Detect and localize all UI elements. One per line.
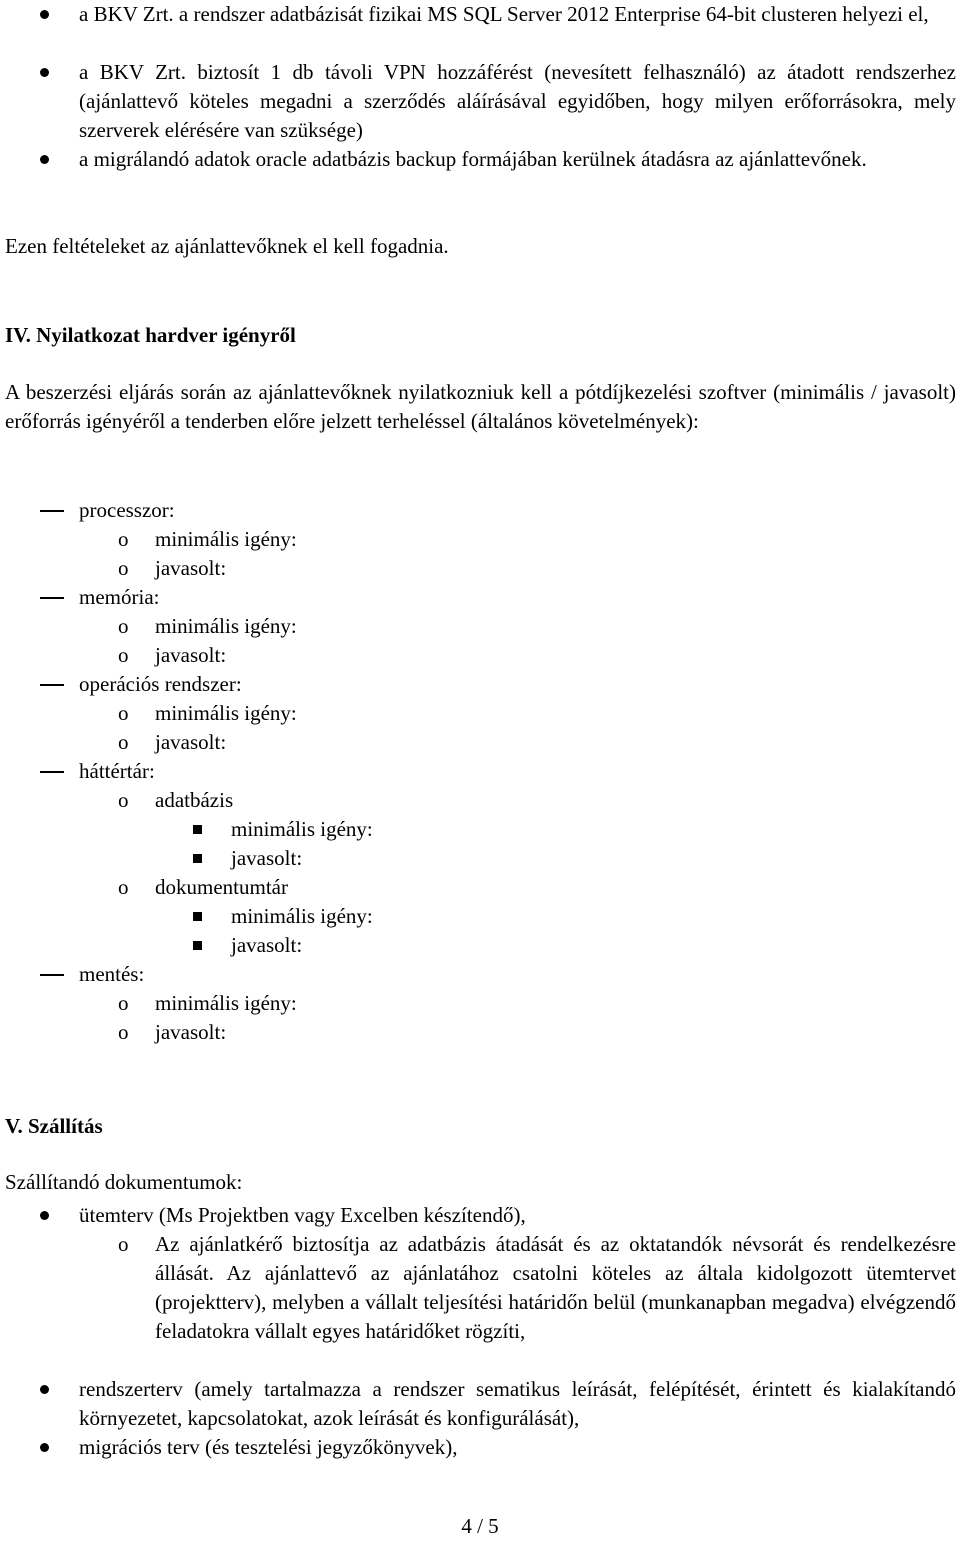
item-os: operációs rendszer: [79, 672, 242, 696]
circle-marker: o [118, 614, 129, 638]
dash-marker [40, 974, 64, 976]
sub-recommended: javasolt: [155, 730, 227, 754]
item-storage: háttértár: [79, 759, 155, 783]
deliverable-migration-plan: migrációs terv (és tesztelési jegyzőkönyvek), [79, 1435, 458, 1459]
sub-min: minimális igény: [231, 904, 373, 928]
sub-recommended: javasolt: [231, 933, 303, 957]
circle-marker: o [118, 788, 129, 812]
circle-marker: o [118, 556, 129, 580]
bullet-dot [40, 1443, 49, 1452]
bullet-dot [40, 1385, 49, 1394]
sub-min: minimális igény: [155, 527, 297, 551]
sub-recommended: javasolt: [155, 643, 227, 667]
deliverables-label: Szállítandó dokumentumok: [5, 1170, 243, 1194]
circle-marker: o [118, 875, 129, 899]
schedule-details: Az ajánlatkérő biztosítja az adatbázis átadását és az oktatandók névsorát és rendelkezésre állását. Az ajánlattevő az ajánlatához csatolni köteles az általa kidolgozott ütemtervet (projektterv), melyben a vállalt teljesítési határidőn belül (munkanapban megadva) elvégzendő feladatokra vállalt egyes határidőket rögzíti, [155, 1232, 956, 1343]
bullet-dot [40, 68, 49, 77]
square-marker [193, 912, 202, 921]
storage-documents: dokumentumtár [155, 875, 288, 899]
dash-marker [40, 771, 64, 773]
acceptance-note: Ezen feltételeket az ajánlattevőknek el kell fogadnia. [5, 234, 449, 258]
sub-min: minimális igény: [155, 991, 297, 1015]
sub-recommended: javasolt: [231, 846, 303, 870]
sub-min: minimális igény: [155, 701, 297, 725]
storage-database: adatbázis [155, 788, 234, 812]
sub-min: minimális igény: [155, 614, 297, 638]
circle-marker: o [118, 643, 129, 667]
sub-recommended: javasolt: [155, 1020, 227, 1044]
section-v-heading: V. Szállítás [5, 1114, 103, 1138]
circle-marker: o [118, 991, 129, 1015]
circle-marker: o [118, 1020, 129, 1044]
item-backup: mentés: [79, 962, 145, 986]
circle-marker: o [118, 730, 129, 754]
sub-recommended: javasolt: [155, 556, 227, 580]
dash-marker [40, 597, 64, 599]
circle-marker: o [118, 527, 129, 551]
section-iv-intro: A beszerzési eljárás során az ajánlattevőknek nyilatkozniuk kell a pótdíjkezelési szoftver (minimális / javasolt) erőforrás igényéről a tenderben előre jelzett terheléssel (általános követelmények): [5, 380, 956, 433]
page-number: 4 / 5 [461, 1514, 499, 1538]
bullet-dot [40, 10, 49, 19]
item-memoria: memória: [79, 585, 160, 609]
deliverable-system-plan: rendszerterv (amely tartalmazza a rendszer sematikus leírását, felépítését, érintett és kialakítandó környezetet, kapcsolatokat, azok leírását és konfigurálását), [79, 1377, 956, 1430]
bullet-dot [40, 1211, 49, 1220]
square-marker [193, 825, 202, 834]
item-processzor: processzor: [79, 498, 175, 522]
square-marker [193, 854, 202, 863]
bullet-item-sql-server: a BKV Zrt. a rendszer adatbázisát fizikai MS SQL Server 2012 Enterprise 64-bit clusteren helyezi el, [79, 2, 929, 26]
circle-marker: o [118, 701, 129, 725]
circle-marker: o [118, 1232, 129, 1256]
section-iv-heading: IV. Nyilatkozat hardver igényről [5, 323, 296, 347]
sub-min: minimális igény: [231, 817, 373, 841]
square-marker [193, 941, 202, 950]
bullet-item-migration-data: a migrálandó adatok oracle adatbázis backup formájában kerülnek átadásra az ajánlattevőnek. [79, 147, 867, 171]
dash-marker [40, 684, 64, 686]
bullet-item-vpn: a BKV Zrt. biztosít 1 db távoli VPN hozzáférést (nevesített felhasználó) az átadott rendszerhez (ajánlattevő köteles megadni a szerződés aláírásával egyidőben, hogy milyen erőforrásokra, mely szerverek elérésére van szüksége) [79, 60, 956, 142]
deliverable-schedule: ütemterv (Ms Projektben vagy Excelben készítendő), [79, 1203, 526, 1227]
bullet-dot [40, 155, 49, 164]
dash-marker [40, 510, 64, 512]
